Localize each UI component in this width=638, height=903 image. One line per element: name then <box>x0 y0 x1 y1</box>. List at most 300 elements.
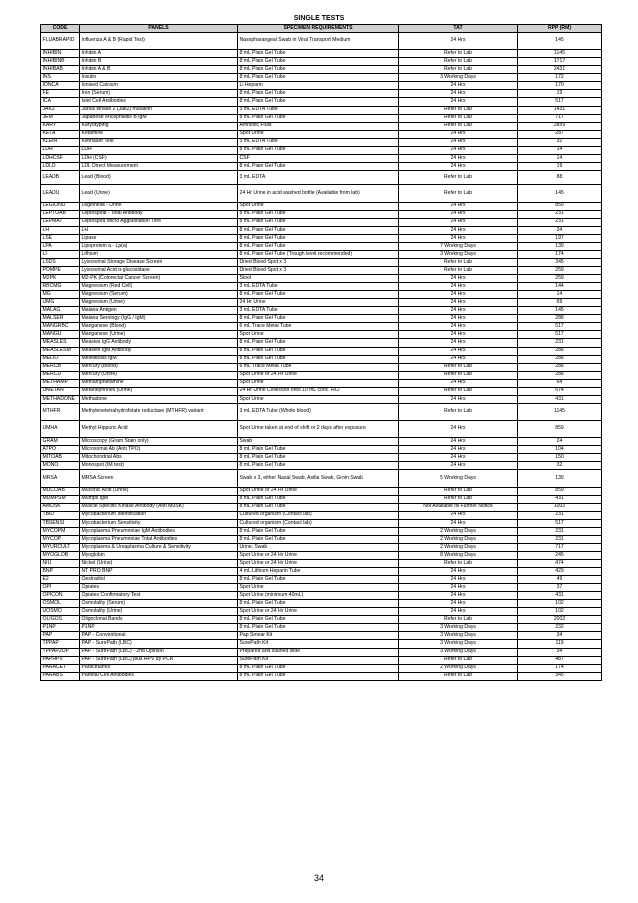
table-row <box>41 58 602 66</box>
cell-panel: Mitochondrial Abs <box>80 454 238 462</box>
cell-panel: M2-PK (Colorectal Cancer Screen) <box>80 275 238 283</box>
cell-tat: 24 Hrs <box>399 379 518 387</box>
cell-specimen: Amniotic Fluid <box>238 122 399 130</box>
table-row <box>41 146 602 154</box>
cell-code: LEGIONU <box>41 202 80 210</box>
cell-rpp: 1145 <box>518 403 602 420</box>
cell-tat: 24 Hrs <box>399 33 518 50</box>
cell-specimen: 8 mL Plain Gel Tube <box>238 210 399 218</box>
cell-tat: 24 Hrs <box>399 82 518 90</box>
cell-rpp: 102 <box>518 600 602 608</box>
table-row <box>41 568 602 576</box>
table-row <box>41 339 602 347</box>
single-tests-table <box>40 24 602 681</box>
cell-specimen: 3 mL EDTA Tube <box>238 138 399 146</box>
cell-code: JAK2 <box>41 106 80 114</box>
cell-tat: 24 Hrs <box>399 275 518 283</box>
cell-code: PAPHPV <box>41 656 80 664</box>
cell-code: MEASLES <box>41 339 80 347</box>
cell-rpp: 139 <box>518 242 602 250</box>
cell-specimen: Spot Urine or 24 Hr Urine <box>238 371 399 379</box>
cell-panel: Mycoplasma Pneumoniae IgM Antibodies <box>80 527 238 535</box>
cell-rpp: 14 <box>518 154 602 162</box>
cell-code: INHIBIN <box>41 50 80 58</box>
table-row <box>41 275 602 283</box>
cell-tat: 3 Working Days <box>399 640 518 648</box>
table-row <box>41 495 602 503</box>
cell-panel: Opiates <box>80 584 238 592</box>
cell-tat: Not Available till Further Notice <box>399 503 518 511</box>
cell-rpp: 288 <box>518 363 602 371</box>
table-row <box>41 403 602 420</box>
cell-tat: 2 Working Days <box>399 543 518 551</box>
cell-panel: Ionised Calcium <box>80 82 238 90</box>
cell-tat: 24 Hrs <box>399 576 518 584</box>
cell-specimen: 8 mL Plain Gel Tube <box>238 242 399 250</box>
cell-specimen: Spot Urine or 24 Hr Urine <box>238 560 399 568</box>
cell-panel: Lysosomal Acid α-glucosidase <box>80 267 238 275</box>
cell-panel: Monospot (IM test) <box>80 462 238 470</box>
cell-panel: PAP - SurePath (LBC) <box>80 640 238 648</box>
cell-specimen: Spot Urine (minimum 40mL) <box>238 592 399 600</box>
cell-code: MYOGLOB <box>41 551 80 559</box>
cell-tat: 3 Working Days <box>399 632 518 640</box>
cell-code: METHADONE <box>41 395 80 403</box>
cell-code: IONCA <box>41 82 80 90</box>
table-row <box>41 98 602 106</box>
cell-specimen: 8 mL Plain Gel Tube <box>238 98 399 106</box>
cell-specimen: 8 mL Plain Gel Tube <box>238 90 399 98</box>
table-row <box>41 487 602 495</box>
cell-tat: 24 Hrs <box>399 519 518 527</box>
table-row <box>41 130 602 138</box>
cell-tat: Refer to Lab <box>399 387 518 395</box>
cell-tat: Refer to Lab <box>399 114 518 122</box>
cell-code: MALAG <box>41 307 80 315</box>
cell-specimen: Spot Urine <box>238 202 399 210</box>
table-row <box>41 421 602 438</box>
cell-panel: Malaria Serology (IgG / IgM) <box>80 315 238 323</box>
cell-rpp: 145 <box>518 307 602 315</box>
cell-rpp: 288 <box>518 371 602 379</box>
cell-code: TBSENSI <box>41 519 80 527</box>
cell-tat: 24 Hrs <box>399 210 518 218</box>
cell-rpp: 145 <box>518 185 602 202</box>
cell-rpp: 288 <box>518 347 602 355</box>
cell-tat: 24 Hrs <box>399 307 518 315</box>
cell-code: LH <box>41 226 80 234</box>
table-row <box>41 185 602 202</box>
cell-rpp: 431 <box>518 592 602 600</box>
cell-specimen: Spot Urine taken at end of shift or 2 days after exposure <box>238 421 399 438</box>
cell-code: TPPAP2OP <box>41 648 80 656</box>
cell-code: LDH <box>41 146 80 154</box>
cell-code: LEPMAT <box>41 218 80 226</box>
cell-rpp: 859 <box>518 202 602 210</box>
cell-panel: Lithium <box>80 250 238 258</box>
cell-specimen: 3 mL EDTA Tube <box>238 307 399 315</box>
cell-code: LSDS <box>41 259 80 267</box>
cell-panel: Inhibin B <box>80 58 238 66</box>
page-title: SINGLE TESTS <box>293 15 345 22</box>
table-row <box>41 379 602 387</box>
header-tat: TAT <box>399 25 518 33</box>
cell-rpp: 37 <box>518 584 602 592</box>
cell-code: OPI <box>41 584 80 592</box>
table-row <box>41 608 602 616</box>
cell-rpp: 34 <box>518 632 602 640</box>
table-row <box>41 355 602 363</box>
cell-code: UOSMO <box>41 608 80 616</box>
cell-panel: Magnesium (Serum) <box>80 291 238 299</box>
cell-panel: Kleihauer Test <box>80 138 238 146</box>
cell-specimen: 8 mL Plain Gel Tube <box>238 495 399 503</box>
cell-panel: Methadone <box>80 395 238 403</box>
cell-tat: Refer to Lab <box>399 616 518 624</box>
cell-rpp: 19 <box>518 90 602 98</box>
cell-specimen: 8 mL Plain Gel Tube <box>238 58 399 66</box>
cell-code: P1NP <box>41 624 80 632</box>
cell-rpp: 102 <box>518 608 602 616</box>
cell-rpp: 24 <box>518 438 602 446</box>
cell-specimen: Spot Urine or 24 Hr Urine <box>238 551 399 559</box>
table-row <box>41 66 602 74</box>
table-row <box>41 438 602 446</box>
cell-rpp: 19 <box>518 162 602 170</box>
cell-tat: 24 Hrs <box>399 395 518 403</box>
cell-code: PARACET <box>41 664 80 672</box>
cell-rpp: 517 <box>518 331 602 339</box>
cell-tat: 24 Hrs <box>399 90 518 98</box>
cell-specimen: Nasopharangeal Swab in Viral Transport Medium <box>238 33 399 50</box>
cell-tat: 24 Hrs <box>399 331 518 339</box>
table-row <box>41 648 602 656</box>
cell-code: UMETAN <box>41 387 80 395</box>
cell-specimen: Pap Smear Kit <box>238 632 399 640</box>
cell-tat: 24 Hrs <box>399 446 518 454</box>
cell-tat: 24 Hrs <box>399 511 518 519</box>
cell-tat: Refer to Lab <box>399 495 518 503</box>
cell-panel: Mycobacterium Sensitivity <box>80 519 238 527</box>
header-rpp: RPP (RM) <box>518 25 602 33</box>
cell-panel: LDH (CSF) <box>80 154 238 162</box>
cell-panel: Lysosomal Storage Disease Screen <box>80 259 238 267</box>
cell-code: MANGRBC <box>41 323 80 331</box>
cell-panel: Myoglobin <box>80 551 238 559</box>
cell-code: MUMPSM <box>41 495 80 503</box>
cell-tat: 3 Working Days <box>399 74 518 82</box>
cell-panel: Metanephrines (Urine) <box>80 387 238 395</box>
cell-tat: 24 Hrs <box>399 355 518 363</box>
table-row <box>41 656 602 664</box>
cell-tat: 24 Hrs <box>399 291 518 299</box>
cell-code: ATPO <box>41 446 80 454</box>
table-row <box>41 106 602 114</box>
cell-tat: 24 Hrs <box>399 339 518 347</box>
cell-rpp: 288 <box>518 355 602 363</box>
cell-specimen: Spot Urine <box>238 331 399 339</box>
cell-code: AMUSK <box>41 503 80 511</box>
table-row <box>41 170 602 185</box>
table-row <box>41 395 602 403</box>
cell-panel: Iron (Serum) <box>80 90 238 98</box>
cell-specimen: 8 mL Plain Gel Tube <box>238 146 399 154</box>
cell-code: LSE <box>41 234 80 242</box>
cell-code: OSMOL <box>41 600 80 608</box>
cell-rpp: 145 <box>518 33 602 50</box>
cell-specimen: Spot Urine <box>238 395 399 403</box>
cell-panel: Opiates Confirmatory Test <box>80 592 238 600</box>
cell-rpp: 287 <box>518 130 602 138</box>
cell-tat: Refer to Lab <box>399 50 518 58</box>
table-row <box>41 371 602 379</box>
cell-code: INHIBAB <box>41 66 80 74</box>
cell-panel: Leptospiral - Total Antibody <box>80 210 238 218</box>
cell-specimen: 3 mL EDTA <box>238 170 399 185</box>
cell-tat: 24 Hrs <box>399 592 518 600</box>
cell-tat: 24 Hrs <box>399 568 518 576</box>
cell-rpp: 34 <box>518 226 602 234</box>
cell-specimen: Spot Urine or 24 Hr Urine <box>238 608 399 616</box>
cell-specimen: 8 mL Plain Gel Tube <box>238 74 399 82</box>
cell-tat: 24 Hrs <box>399 226 518 234</box>
cell-panel: Mercury (Urine) <box>80 371 238 379</box>
cell-panel: LDH <box>80 146 238 154</box>
cell-panel: Manganese (Blood) <box>80 323 238 331</box>
cell-tat: 24 Hrs <box>399 234 518 242</box>
cell-tat: 3 Working Days <box>399 648 518 656</box>
cell-tat: 24 Hrs <box>399 347 518 355</box>
cell-code: MELIO <box>41 355 80 363</box>
cell-code: JEM <box>41 114 80 122</box>
table-row <box>41 592 602 600</box>
cell-code: INHIBINB <box>41 58 80 66</box>
cell-rpp: 1431 <box>518 106 602 114</box>
cell-panel: Magnesium (Urine) <box>80 299 238 307</box>
cell-code: LDLD <box>41 162 80 170</box>
cell-panel: Mycoplasma Pneumoniae Total Antibodies <box>80 535 238 543</box>
cell-code: UMG <box>41 299 80 307</box>
cell-panel: Ketamine <box>80 130 238 138</box>
cell-panel: LDL Direct Measurement <box>80 162 238 170</box>
table-row <box>41 74 602 82</box>
cell-tat: 24 Hrs <box>399 130 518 138</box>
cell-panel: Lead (Blood) <box>80 170 238 185</box>
cell-panel: Islet Cell Antibodies <box>80 98 238 106</box>
cell-panel: MRSA Screen <box>80 470 238 487</box>
header-panels: PANELS <box>80 25 238 33</box>
cell-code: MERCB <box>41 363 80 371</box>
table-row <box>41 315 602 323</box>
cell-panel: Lipase <box>80 234 238 242</box>
cell-panel: Methamphetamine <box>80 379 238 387</box>
cell-specimen: Li Heparin <box>238 82 399 90</box>
cell-rpp: 231 <box>518 218 602 226</box>
cell-code: POMPE <box>41 267 80 275</box>
cell-code: MUCOAB <box>41 487 80 495</box>
cell-rpp: 14 <box>518 291 602 299</box>
cell-rpp: 859 <box>518 421 602 438</box>
cell-rpp: 345 <box>518 259 602 267</box>
cell-rpp: 288 <box>518 315 602 323</box>
cell-tat: Refer to Lab <box>399 170 518 185</box>
table-row <box>41 234 602 242</box>
cell-rpp: 64 <box>518 379 602 387</box>
table-row <box>41 114 602 122</box>
cell-code: KETA <box>41 130 80 138</box>
cell-specimen: 8 mL Plain Gel Tube <box>238 355 399 363</box>
cell-code: LDHCSF <box>41 154 80 162</box>
cell-rpp: 197 <box>518 234 602 242</box>
table-row <box>41 259 602 267</box>
table-row <box>41 503 602 511</box>
table-row <box>41 664 602 672</box>
cell-rpp: 231 <box>518 527 602 535</box>
cell-code: RBCMG <box>41 283 80 291</box>
cell-rpp: 119 <box>518 640 602 648</box>
cell-specimen: 8 mL Plain Gel Tube <box>238 218 399 226</box>
cell-specimen: 8 mL Plain Gel Tube <box>238 339 399 347</box>
cell-code: MYURCULT <box>41 543 80 551</box>
cell-rpp: 32 <box>518 138 602 146</box>
cell-specimen: 24 Hr Urine Collection onto 10 mL conc. HCl <box>238 387 399 395</box>
cell-specimen: 8 mL Plain Gel Tube <box>238 162 399 170</box>
table-row <box>41 576 602 584</box>
table-row <box>41 154 602 162</box>
cell-panel: Measles IgM Antibody <box>80 347 238 355</box>
cell-rpp: 150 <box>518 454 602 462</box>
cell-code: MG <box>41 291 80 299</box>
cell-rpp: 174 <box>518 664 602 672</box>
cell-tat: 24 Hrs <box>399 146 518 154</box>
table-row <box>41 511 602 519</box>
cell-specimen: Urine, Swab <box>238 543 399 551</box>
cell-rpp: 34 <box>518 648 602 656</box>
cell-specimen: 8 mL Plain Gel Tube <box>238 291 399 299</box>
cell-panel: Magnesium (Red Cell) <box>80 283 238 291</box>
table-row <box>41 535 602 543</box>
cell-code: UMHA <box>41 421 80 438</box>
cell-specimen: Cultured organism (Contact lab) <box>238 519 399 527</box>
cell-code: MONO <box>41 462 80 470</box>
cell-panel: Oestradiol <box>80 576 238 584</box>
cell-rpp: 859 <box>518 487 602 495</box>
table-row <box>41 267 602 275</box>
cell-specimen: Spot Urine or 24 Hr Urine <box>238 487 399 495</box>
table-row <box>41 462 602 470</box>
cell-rpp: 259 <box>518 275 602 283</box>
cell-code: MYCOPM <box>41 527 80 535</box>
table-row <box>41 242 602 250</box>
cell-specimen: 24 Hr Urine <box>238 299 399 307</box>
cell-specimen: 8 mL Plain Gel Tube <box>238 446 399 454</box>
cell-specimen: 8 mL Plain Gel Tube <box>238 576 399 584</box>
table-row <box>41 50 602 58</box>
cell-panel: Oligoclonal Bands <box>80 616 238 624</box>
page-number: 34 <box>313 873 324 883</box>
cell-tat: 24 Hrs <box>399 584 518 592</box>
cell-code: NIU <box>41 560 80 568</box>
cell-tat: Refer to Lab <box>399 363 518 371</box>
cell-tat: 24 Hrs <box>399 154 518 162</box>
table-row <box>41 226 602 234</box>
cell-tat: Refer to Lab <box>399 403 518 420</box>
cell-rpp: 431 <box>518 395 602 403</box>
cell-specimen: 8 mL Plain Gel Tube <box>238 462 399 470</box>
cell-panel: Lead (Urine) <box>80 185 238 202</box>
cell-rpp: 49 <box>518 576 602 584</box>
cell-rpp: 487 <box>518 656 602 664</box>
cell-specimen: Spot Urine <box>238 584 399 592</box>
table-row <box>41 616 602 624</box>
cell-code: KLEIH <box>41 138 80 146</box>
cell-specimen: 8 mL Plain Gel Tube <box>238 50 399 58</box>
cell-code: LI <box>41 250 80 258</box>
cell-tat: 24 Hrs <box>399 202 518 210</box>
cell-panel: Osmolality (Serum) <box>80 600 238 608</box>
cell-tat: 3 Working Days <box>399 250 518 258</box>
cell-code: LEPTOAB <box>41 210 80 218</box>
cell-rpp: 231 <box>518 339 602 347</box>
cell-rpp: 1002 <box>518 503 602 511</box>
cell-tat: 24 Hrs <box>399 323 518 331</box>
cell-panel: PAP - SurePath (LBC) - 2nd Opinion <box>80 648 238 656</box>
table-row <box>41 600 602 608</box>
cell-code: TPPAP <box>41 640 80 648</box>
cell-panel: PAP - SurePath (LBC) plus HPV by PCR <box>80 656 238 664</box>
cell-specimen: 4 mL Lithium Heparin Tube <box>238 568 399 576</box>
cell-specimen: Swab x 3, either Nasal Swab, Axilla Swab, Groin Swab <box>238 470 399 487</box>
cell-rpp: 474 <box>518 560 602 568</box>
cell-panel: LH <box>80 226 238 234</box>
cell-panel: Nickel (Urine) <box>80 560 238 568</box>
table-row <box>41 202 602 210</box>
cell-specimen: 8 mL Plain Gel Tube <box>238 503 399 511</box>
cell-rpp: 231 <box>518 511 602 519</box>
cell-tat: 8 Working Days <box>399 551 518 559</box>
cell-specimen: Prepared and stained slide <box>238 648 399 656</box>
cell-tat: 24 Hrs <box>399 462 518 470</box>
table-row <box>41 250 602 258</box>
cell-tat: 24 Hrs <box>399 315 518 323</box>
cell-rpp: 574 <box>518 387 602 395</box>
cell-rpp: 231 <box>518 210 602 218</box>
cell-specimen: Dried Blood Spot x 3 <box>238 267 399 275</box>
cell-rpp: 517 <box>518 323 602 331</box>
cell-panel: Insulin <box>80 74 238 82</box>
cell-panel: Inhibin A <box>80 50 238 58</box>
cell-code: MYCOP <box>41 535 80 543</box>
cell-specimen: SurePath Kit <box>238 656 399 664</box>
cell-tat: Refer to Lab <box>399 185 518 202</box>
table-header-row <box>41 25 602 33</box>
cell-panel: Legionella - Urine <box>80 202 238 210</box>
cell-code: OLIGOS <box>41 616 80 624</box>
cell-panel: Muconic Acid (Urine) <box>80 487 238 495</box>
cell-tat: 24 Hrs <box>399 454 518 462</box>
cell-code: ICA <box>41 98 80 106</box>
cell-specimen: Swab <box>238 438 399 446</box>
cell-code: MEASLESM <box>41 347 80 355</box>
table-row <box>41 584 602 592</box>
table-row <box>41 210 602 218</box>
cell-specimen: Dried Blood Spot x 3 <box>238 259 399 267</box>
table-row <box>41 90 602 98</box>
cell-panel: Osmolality (Urine) <box>80 608 238 616</box>
cell-code: M2PK <box>41 275 80 283</box>
cell-tat: Refer to Lab <box>399 122 518 130</box>
cell-panel: Mycobacterium Identification <box>80 511 238 519</box>
